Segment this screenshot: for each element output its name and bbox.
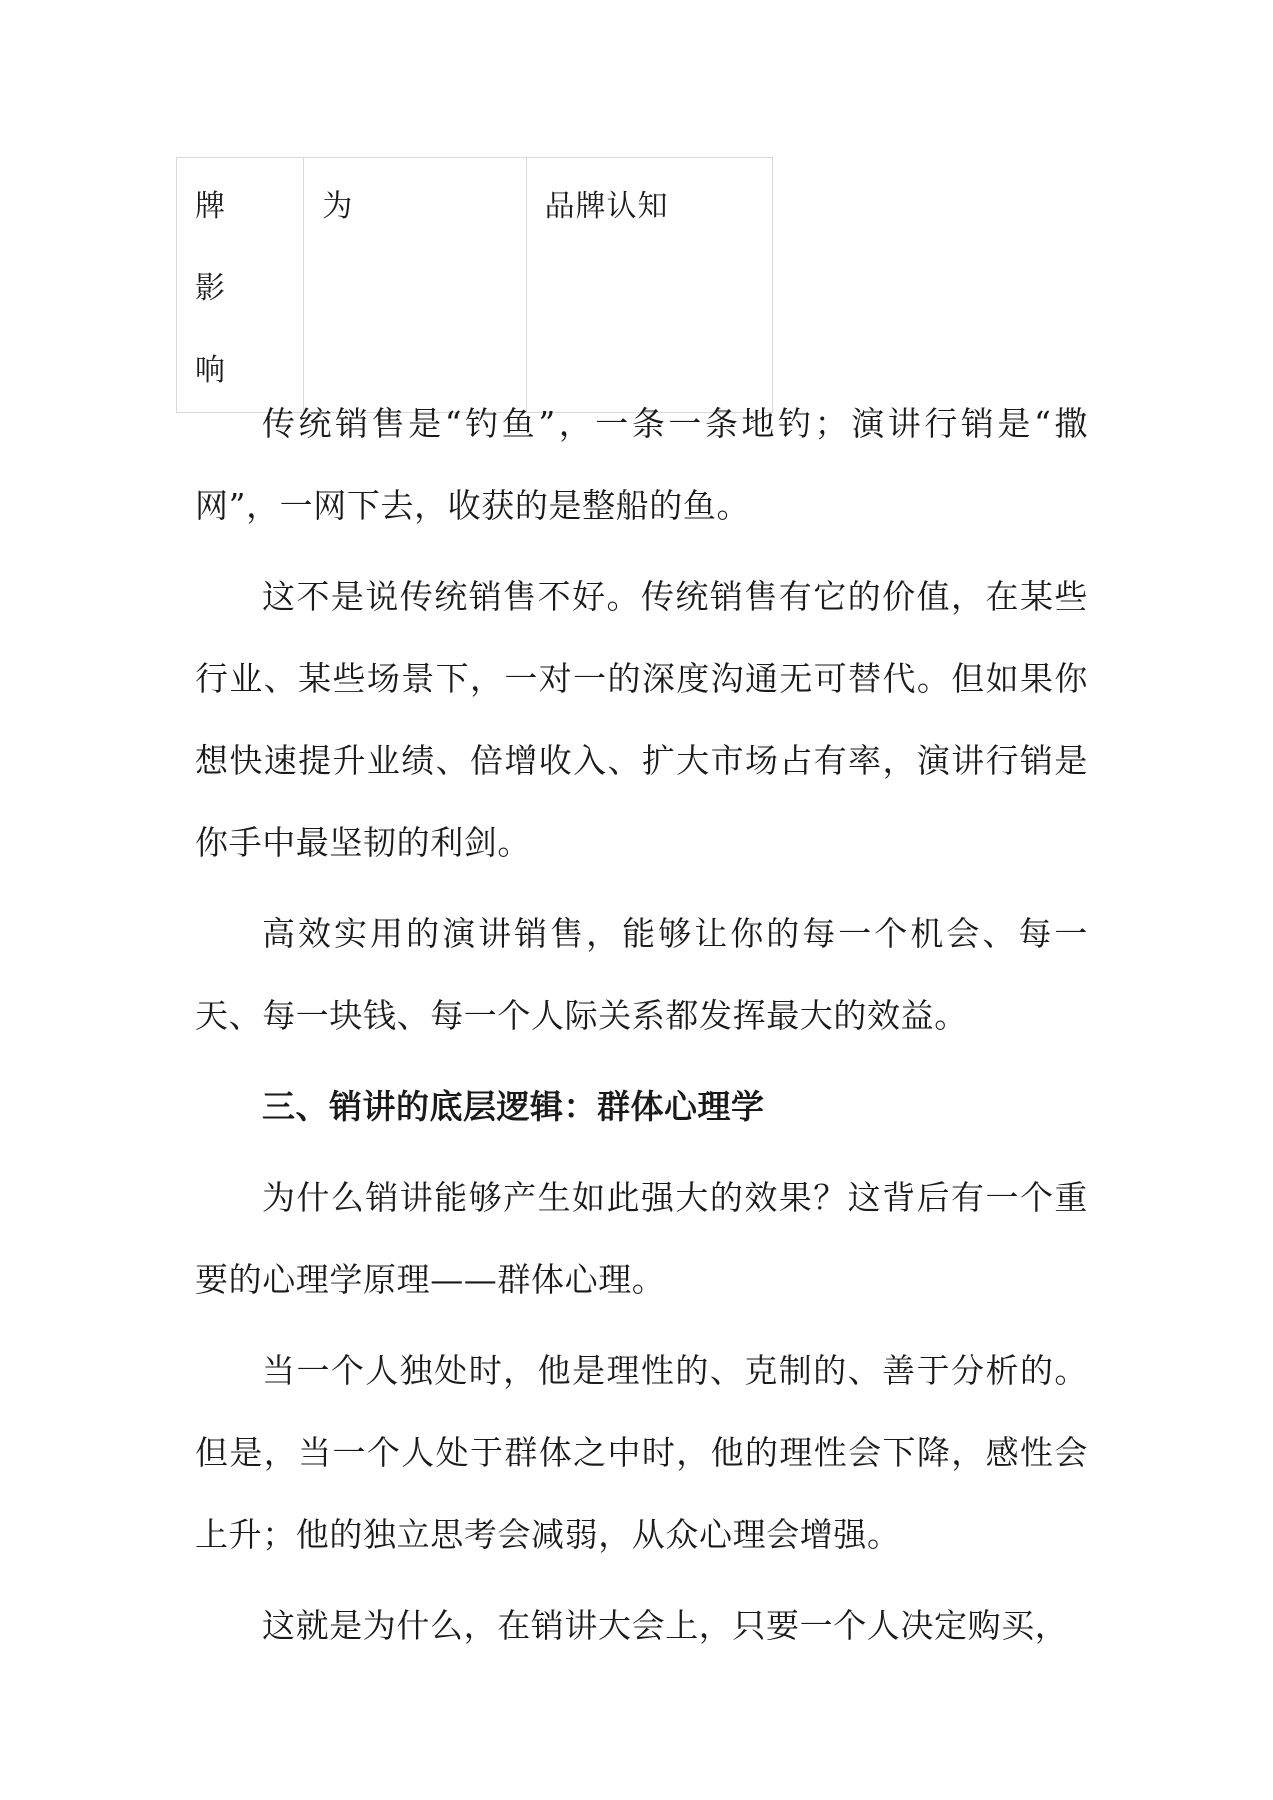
paragraph-group-psychology: 当一个人独处时，他是理性的、克制的、善于分析的。但是，当一个人处于群体之中时，他的理性会下降，感性会上升；他的独立思考会减弱，从众心理会增强。: [195, 1351, 1088, 1554]
paragraph-fishing-metaphor: 传统销售是“钓鱼”，一条一条地钓；演讲行销是“撒网”，一网下去，收获的是整船的鱼。: [195, 404, 1088, 525]
paragraph-efficiency: 高效实用的演讲销售，能够让你的每一个机会、每一天、每一块钱、每一个人际关系都发挥最大的效益。: [195, 914, 1088, 1035]
section-heading: 三、销讲的底层逻辑：群体心理学: [262, 1087, 765, 1126]
body-text: [195, 383, 1088, 1676]
paragraph-traditional-sales: 这不是说传统销售不好。传统销售有它的价值，在某些行业、某些场景下，一对一的深度沟通无可替代。但如果你想快速提升业绩、倍增收入、扩大市场占有率，演讲行销是你手中最坚韧的利剑。: [195, 577, 1088, 862]
table-cell-text: 品牌认知: [544, 189, 669, 224]
table-cell-text: 为: [322, 189, 354, 224]
table-cell-brand-impact: [177, 158, 304, 413]
table-cell-text: 牌 影 响: [195, 189, 239, 388]
paragraph-why-effective: 为什么销讲能够产生如此强大的效果？这背后有一个重要的心理学原理——群体心理。: [195, 1178, 1088, 1299]
table-cell-brand-awareness: [526, 158, 772, 413]
table-cell-as: [304, 158, 526, 413]
table-fragment: [176, 157, 773, 413]
table-row: [177, 158, 773, 413]
paragraph-purchase-decision: 这就是为什么，在销讲大会上，只要一个人决定购买，: [262, 1606, 1069, 1645]
